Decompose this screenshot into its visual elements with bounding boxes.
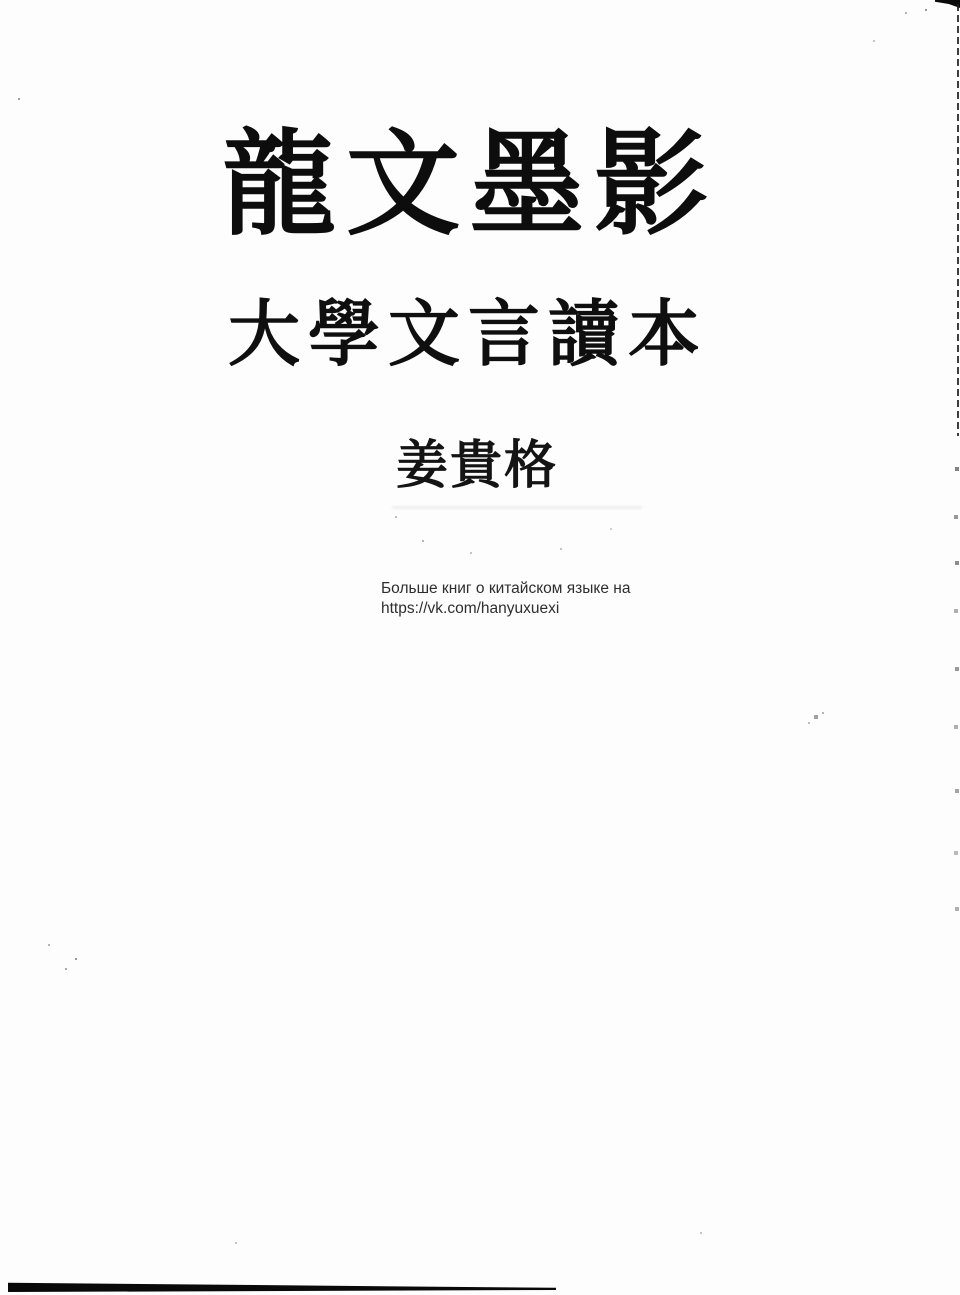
book-title: 龍文墨影 [222,122,719,249]
scan-artifact-speckles [0,0,2,2]
book-subtitle: 大學文言讀本 [228,295,709,375]
scan-artifact-smudge [392,506,642,509]
scan-artifact-bottom-bar [8,1282,556,1292]
scan-artifact-right-edge-line [957,4,959,436]
watermark-note [381,579,630,618]
watermark-note-line1: Больше книг о китайском языке на [381,580,631,597]
watermark-note-line2: https://vk.com/hanyuxuexi [381,599,560,617]
author-name: 姜貴格 [396,438,559,495]
